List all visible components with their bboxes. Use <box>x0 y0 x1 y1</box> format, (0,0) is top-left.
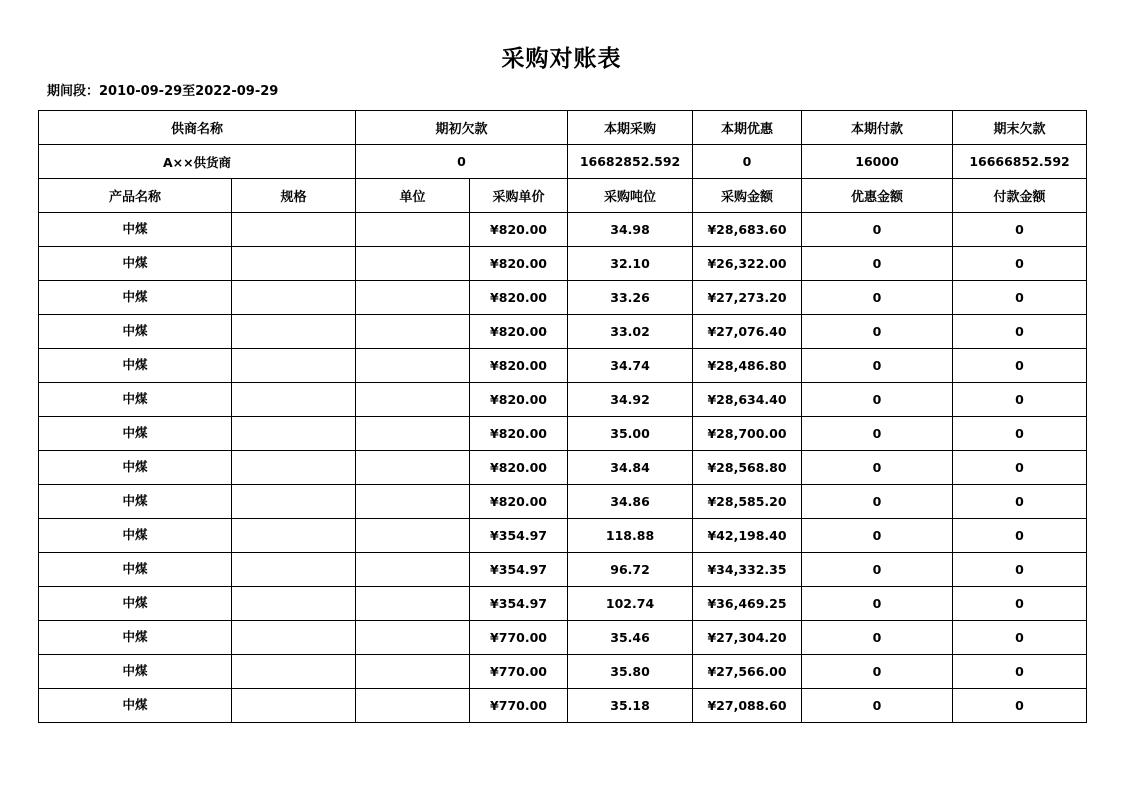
discount-amount-header: 优惠金额 <box>802 179 953 213</box>
table-row <box>39 485 1087 519</box>
unit-price-cell: ¥820.00 <box>470 349 568 383</box>
table-row <box>39 519 1087 553</box>
period-discount-value: 0 <box>693 145 802 179</box>
product-name-cell: 中煤 <box>39 621 232 655</box>
table-row <box>39 553 1087 587</box>
summary-header-row <box>39 111 1087 145</box>
payment-amount-cell: 0 <box>953 621 1087 655</box>
unit-cell <box>356 621 470 655</box>
discount-amount-cell: 0 <box>802 349 953 383</box>
purchase-amount-header: 采购金额 <box>693 179 802 213</box>
unit-cell <box>356 383 470 417</box>
spec-cell <box>232 349 356 383</box>
table-row <box>39 349 1087 383</box>
discount-amount-cell: 0 <box>802 485 953 519</box>
period-payment-header: 本期付款 <box>802 111 953 145</box>
supplier-name-header: 供商名称 <box>39 111 356 145</box>
reconciliation-table <box>38 110 1087 723</box>
unit-cell <box>356 553 470 587</box>
unit-cell <box>356 349 470 383</box>
table-row <box>39 417 1087 451</box>
period-label: 期间段： <box>47 84 100 99</box>
tonnage-cell: 35.80 <box>568 655 693 689</box>
table-row <box>39 315 1087 349</box>
unit-price-cell: ¥820.00 <box>470 315 568 349</box>
period-value: 2010-09-29至2022-09-29 <box>99 84 279 99</box>
closing-balance-header: 期末欠款 <box>953 111 1087 145</box>
unit-price-cell: ¥354.97 <box>470 587 568 621</box>
unit-price-cell: ¥770.00 <box>470 655 568 689</box>
spec-cell <box>232 485 356 519</box>
tonnage-cell: 32.10 <box>568 247 693 281</box>
purchase-amount-cell: ¥27,304.20 <box>693 621 802 655</box>
spec-cell <box>232 315 356 349</box>
table-row <box>39 451 1087 485</box>
tonnage-cell: 34.74 <box>568 349 693 383</box>
period-purchase-header: 本期采购 <box>568 111 693 145</box>
purchase-amount-cell: ¥42,198.40 <box>693 519 802 553</box>
unit-price-cell: ¥820.00 <box>470 213 568 247</box>
unit-cell <box>356 587 470 621</box>
product-name-cell: 中煤 <box>39 655 232 689</box>
purchase-amount-cell: ¥28,683.60 <box>693 213 802 247</box>
tonnage-cell: 34.84 <box>568 451 693 485</box>
purchase-amount-cell: ¥28,568.80 <box>693 451 802 485</box>
supplier-name-value: A××供货商 <box>39 145 356 179</box>
spec-cell <box>232 213 356 247</box>
spec-cell <box>232 281 356 315</box>
product-name-cell: 中煤 <box>39 553 232 587</box>
discount-amount-cell: 0 <box>802 621 953 655</box>
payment-amount-cell: 0 <box>953 689 1087 723</box>
opening-balance-value: 0 <box>356 145 568 179</box>
discount-amount-cell: 0 <box>802 281 953 315</box>
unit-price-cell: ¥820.00 <box>470 383 568 417</box>
discount-amount-cell: 0 <box>802 689 953 723</box>
table-row <box>39 689 1087 723</box>
table-row <box>39 281 1087 315</box>
product-name-cell: 中煤 <box>39 451 232 485</box>
unit-cell <box>356 315 470 349</box>
tonnage-cell: 33.02 <box>568 315 693 349</box>
summary-value-row <box>39 145 1087 179</box>
closing-balance-value: 16666852.592 <box>953 145 1087 179</box>
product-name-cell: 中煤 <box>39 689 232 723</box>
tonnage-cell: 33.26 <box>568 281 693 315</box>
payment-amount-cell: 0 <box>953 417 1087 451</box>
unit-cell <box>356 247 470 281</box>
summary-section <box>39 111 1087 179</box>
product-name-cell: 中煤 <box>39 213 232 247</box>
tonnage-cell: 35.46 <box>568 621 693 655</box>
unit-price-cell: ¥770.00 <box>470 621 568 655</box>
discount-amount-cell: 0 <box>802 519 953 553</box>
payment-amount-cell: 0 <box>953 383 1087 417</box>
unit-cell <box>356 655 470 689</box>
payment-amount-cell: 0 <box>953 519 1087 553</box>
spec-cell <box>232 587 356 621</box>
purchase-amount-cell: ¥28,700.00 <box>693 417 802 451</box>
product-name-cell: 中煤 <box>39 315 232 349</box>
table-row <box>39 655 1087 689</box>
product-name-cell: 中煤 <box>39 247 232 281</box>
spec-cell <box>232 417 356 451</box>
unit-cell <box>356 485 470 519</box>
spec-cell <box>232 553 356 587</box>
unit-price-cell: ¥354.97 <box>470 553 568 587</box>
payment-amount-cell: 0 <box>953 213 1087 247</box>
spec-cell <box>232 655 356 689</box>
unit-price-cell: ¥354.97 <box>470 519 568 553</box>
purchase-amount-cell: ¥27,273.20 <box>693 281 802 315</box>
period-payment-value: 16000 <box>802 145 953 179</box>
spec-cell <box>232 383 356 417</box>
purchase-amount-cell: ¥27,076.40 <box>693 315 802 349</box>
payment-amount-cell: 0 <box>953 485 1087 519</box>
unit-price-cell: ¥820.00 <box>470 281 568 315</box>
table-row <box>39 247 1087 281</box>
purchase-amount-cell: ¥27,566.00 <box>693 655 802 689</box>
product-name-cell: 中煤 <box>39 281 232 315</box>
unit-cell <box>356 417 470 451</box>
tonnage-header: 采购吨位 <box>568 179 693 213</box>
spec-cell <box>232 451 356 485</box>
purchase-amount-cell: ¥28,634.40 <box>693 383 802 417</box>
unit-cell <box>356 519 470 553</box>
payment-amount-cell: 0 <box>953 451 1087 485</box>
product-name-cell: 中煤 <box>39 485 232 519</box>
table-row <box>39 383 1087 417</box>
payment-amount-cell: 0 <box>953 655 1087 689</box>
unit-price-cell: ¥820.00 <box>470 247 568 281</box>
detail-section <box>39 179 1087 723</box>
payment-amount-cell: 0 <box>953 349 1087 383</box>
payment-amount-cell: 0 <box>953 553 1087 587</box>
unit-price-cell: ¥820.00 <box>470 451 568 485</box>
discount-amount-cell: 0 <box>802 213 953 247</box>
product-name-cell: 中煤 <box>39 587 232 621</box>
table-row <box>39 621 1087 655</box>
detail-header-row <box>39 179 1087 213</box>
opening-balance-header: 期初欠款 <box>356 111 568 145</box>
payment-amount-cell: 0 <box>953 587 1087 621</box>
tonnage-cell: 118.88 <box>568 519 693 553</box>
tonnage-cell: 34.86 <box>568 485 693 519</box>
table-row <box>39 587 1087 621</box>
purchase-amount-cell: ¥34,332.35 <box>693 553 802 587</box>
discount-amount-cell: 0 <box>802 655 953 689</box>
purchase-amount-cell: ¥28,486.80 <box>693 349 802 383</box>
tonnage-cell: 35.18 <box>568 689 693 723</box>
discount-amount-cell: 0 <box>802 247 953 281</box>
discount-amount-cell: 0 <box>802 451 953 485</box>
unit-price-cell: ¥820.00 <box>470 417 568 451</box>
tonnage-cell: 35.00 <box>568 417 693 451</box>
tonnage-cell: 96.72 <box>568 553 693 587</box>
spec-header: 规格 <box>232 179 356 213</box>
discount-amount-cell: 0 <box>802 315 953 349</box>
payment-amount-cell: 0 <box>953 315 1087 349</box>
tonnage-cell: 102.74 <box>568 587 693 621</box>
discount-amount-cell: 0 <box>802 587 953 621</box>
unit-cell <box>356 213 470 247</box>
unit-header: 单位 <box>356 179 470 213</box>
unit-cell <box>356 689 470 723</box>
discount-amount-cell: 0 <box>802 553 953 587</box>
period-purchase-value: 16682852.592 <box>568 145 693 179</box>
payment-amount-cell: 0 <box>953 247 1087 281</box>
tonnage-cell: 34.98 <box>568 213 693 247</box>
purchase-amount-cell: ¥26,322.00 <box>693 247 802 281</box>
period-discount-header: 本期优惠 <box>693 111 802 145</box>
report-title: 采购对账表 <box>501 46 622 72</box>
product-name-cell: 中煤 <box>39 417 232 451</box>
product-name-header: 产品名称 <box>39 179 232 213</box>
unit-price-cell: ¥820.00 <box>470 485 568 519</box>
unit-price-cell: ¥770.00 <box>470 689 568 723</box>
product-name-cell: 中煤 <box>39 383 232 417</box>
spec-cell <box>232 519 356 553</box>
unit-price-header: 采购单价 <box>470 179 568 213</box>
purchase-amount-cell: ¥27,088.60 <box>693 689 802 723</box>
spec-cell <box>232 247 356 281</box>
unit-cell <box>356 281 470 315</box>
purchase-amount-cell: ¥28,585.20 <box>693 485 802 519</box>
unit-cell <box>356 451 470 485</box>
payment-amount-header: 付款金额 <box>953 179 1087 213</box>
spec-cell <box>232 689 356 723</box>
discount-amount-cell: 0 <box>802 383 953 417</box>
table-row <box>39 213 1087 247</box>
period-range <box>47 80 278 99</box>
discount-amount-cell: 0 <box>802 417 953 451</box>
product-name-cell: 中煤 <box>39 349 232 383</box>
payment-amount-cell: 0 <box>953 281 1087 315</box>
product-name-cell: 中煤 <box>39 519 232 553</box>
tonnage-cell: 34.92 <box>568 383 693 417</box>
purchase-amount-cell: ¥36,469.25 <box>693 587 802 621</box>
spec-cell <box>232 621 356 655</box>
